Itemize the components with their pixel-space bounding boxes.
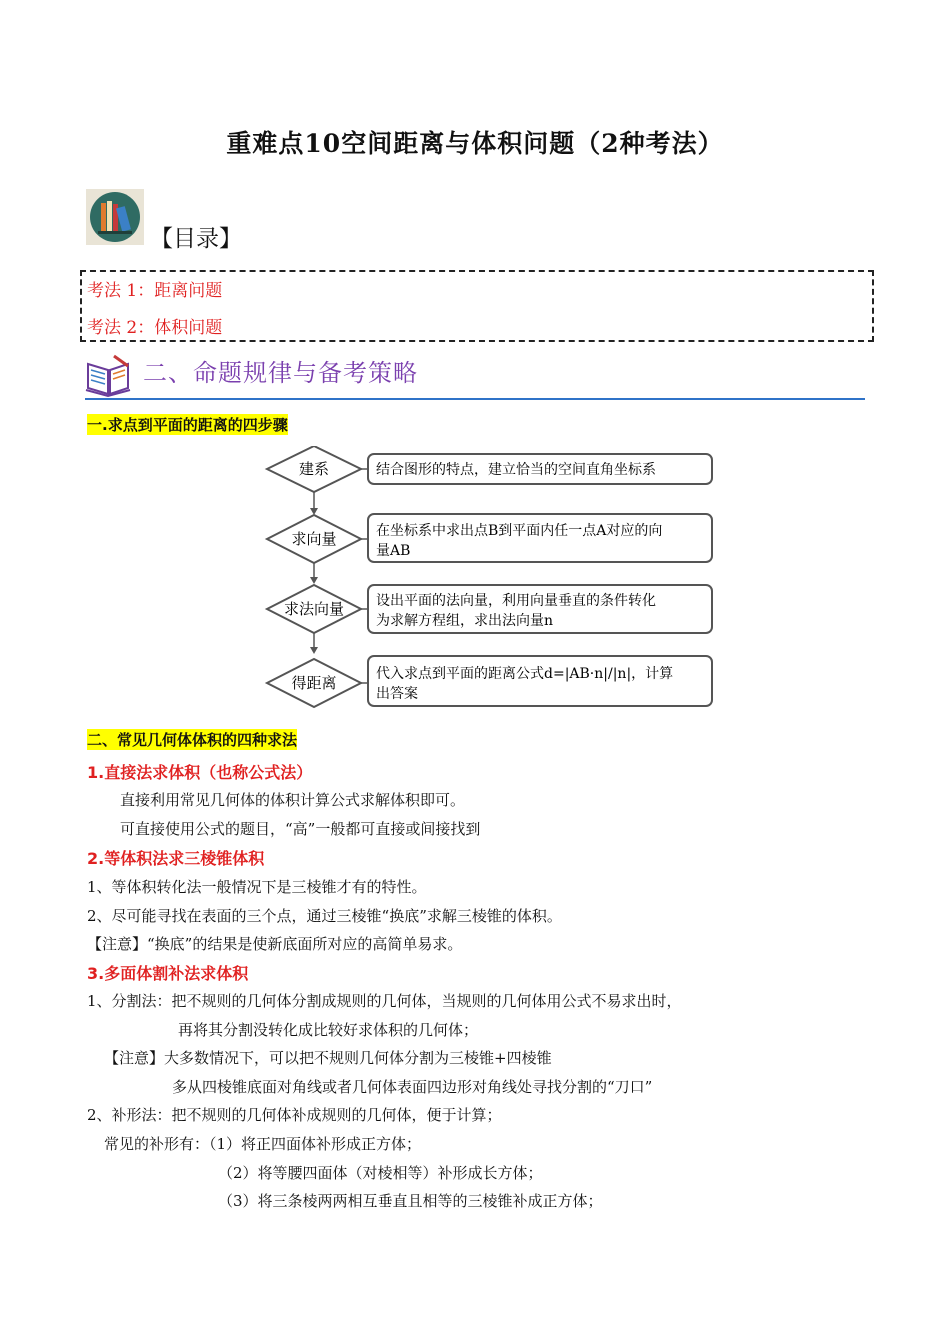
flow-step-desc: 在坐标系中求出点B到平面内任一点A对应的向 — [376, 523, 663, 539]
toc-item[interactable]: 考法 1：距离问题 — [87, 281, 223, 301]
part1-heading: 一.求点到平面的距离的四步骤 — [87, 416, 288, 434]
method3-title: 3.多面体割补法求体积 — [87, 964, 249, 983]
flow-step-desc-2: 为求解方程组，求出法向量n — [376, 613, 554, 629]
flowchart — [262, 446, 718, 716]
part2-heading: 二、常见几何体体积的四种求法 — [87, 731, 298, 749]
flow-step-desc: 设出平面的法向量，利用向量垂直的条件转化 — [376, 593, 656, 609]
section-title: 二、命题规律与备考策略 — [143, 359, 418, 387]
method2-line: 2、尽可能寻找在表面的三个点，通过三棱锥“换底”求解三棱锥的体积。 — [87, 907, 562, 925]
flow-step-label: 得距离 — [291, 674, 337, 692]
flow-step-desc-2: 出答案 — [376, 686, 418, 702]
method3-line: （3）将三条棱两两相互垂直且相等的三棱锥补成正方体； — [218, 1192, 603, 1210]
method3-line: （2）将等腰四面体（对棱相等）补形成长方体； — [218, 1164, 543, 1182]
method1-line: 可直接使用公式的题目，“高”一般都可直接或间接找到 — [120, 820, 481, 838]
flow-step-desc: 结合图形的特点，建立恰当的空间直角坐标系 — [376, 462, 656, 478]
toc-label: 【目录】 — [150, 226, 242, 252]
method3-line: 1、分割法：把不规则的几何体分割成规则的几何体，当规则的几何体用公式不易求出时， — [87, 992, 682, 1010]
method3-line: 多从四棱锥底面对角线或者几何体表面四边形对角线处寻找分割的“刀口” — [172, 1078, 653, 1096]
toc-item[interactable]: 考法 2：体积问题 — [87, 318, 223, 338]
method2-line: 【注意】“换底”的结果是使新底面所对应的高简单易求。 — [87, 935, 463, 953]
flow-step-label: 建系 — [298, 460, 330, 478]
method3-line: 【注意】大多数情况下，可以把不规则几何体分割为三棱锥+四棱锥 — [104, 1049, 552, 1067]
section-divider — [85, 398, 865, 400]
flow-step — [267, 585, 712, 633]
flow-step-desc: 代入求点到平面的距离公式d=|AB·n|/|n|，计算 — [376, 666, 674, 682]
method3-line: 再将其分割没转化成比较好求体积的几何体； — [178, 1021, 479, 1039]
flow-step-label: 求法向量 — [283, 600, 345, 618]
method1-title: 1.直接法求体积（也称公式法） — [87, 763, 313, 782]
books-icon — [86, 189, 144, 245]
page-title: 重难点10空间距离与体积问题（2种考法） — [226, 129, 724, 158]
flow-step — [267, 656, 712, 707]
method1-line: 直接利用常见几何体的体积计算公式求解体积即可。 — [120, 791, 466, 809]
method2-title: 2.等体积法求三棱锥体积 — [87, 849, 265, 868]
flow-step — [267, 514, 712, 563]
method3-line: 常见的补形有：（1）将正四面体补形成正方体； — [104, 1135, 422, 1153]
open-book-icon — [84, 352, 134, 398]
flow-step-label: 求向量 — [291, 530, 337, 548]
method3-line: 2、补形法：把不规则的几何体补成规则的几何体，便于计算； — [87, 1106, 502, 1124]
flow-step — [267, 446, 712, 492]
flow-step-desc-2: 量AB — [376, 543, 411, 559]
method2-line: 1、等体积转化法一般情况下是三棱锥才有的特性。 — [87, 878, 427, 896]
